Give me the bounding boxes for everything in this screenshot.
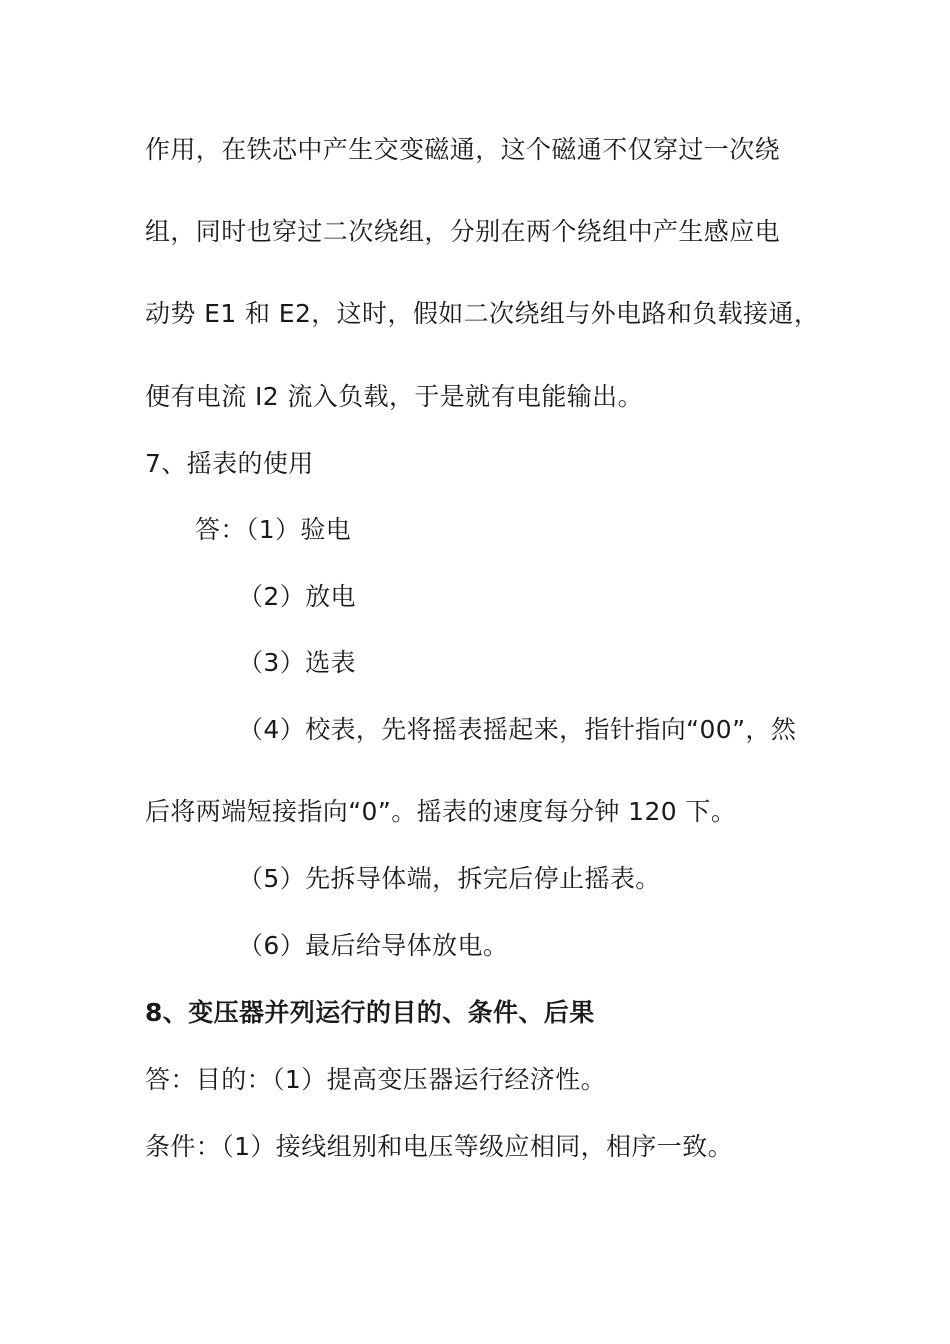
- paragraph-line: 作用，在铁芯中产生交变磁通，这个磁通不仅穿过一次绕: [145, 135, 781, 164]
- answer-step-5: （5）先拆导体端，拆完后停止摇表。: [238, 864, 661, 893]
- paragraph-line: 组，同时也穿过二次绕组，分别在两个绕组中产生感应电: [145, 217, 781, 246]
- section-8-heading: 8、变压器并列运行的目的、条件、后果: [145, 998, 595, 1027]
- section-8-purpose: 答：目的：（1）提高变压器运行经济性。: [145, 1065, 607, 1094]
- paragraph-line: 动势 E1 和 E2，这时，假如二次绕组与外电路和负载接通，: [145, 299, 820, 328]
- answer-step-2: （2）放电: [238, 582, 356, 611]
- answer-step-1: 答：（1）验电: [195, 515, 352, 544]
- answer-step-4-continuation: 后将两端短接指向“0”。摇表的速度每分钟 120 下。: [145, 797, 737, 826]
- section-7-heading: 7、摇表的使用: [145, 449, 314, 478]
- section-8-condition: 条件：（1）接线组别和电压等级应相同，相序一致。: [145, 1132, 734, 1161]
- answer-step-6: （6）最后给导体放电。: [238, 931, 509, 960]
- paragraph-line: 便有电流 I2 流入负载，于是就有电能输出。: [145, 382, 643, 411]
- answer-step-4: （4）校表，先将摇表摇起来，指针指向“00”，然: [238, 715, 797, 744]
- answer-step-3: （3）选表: [238, 648, 356, 677]
